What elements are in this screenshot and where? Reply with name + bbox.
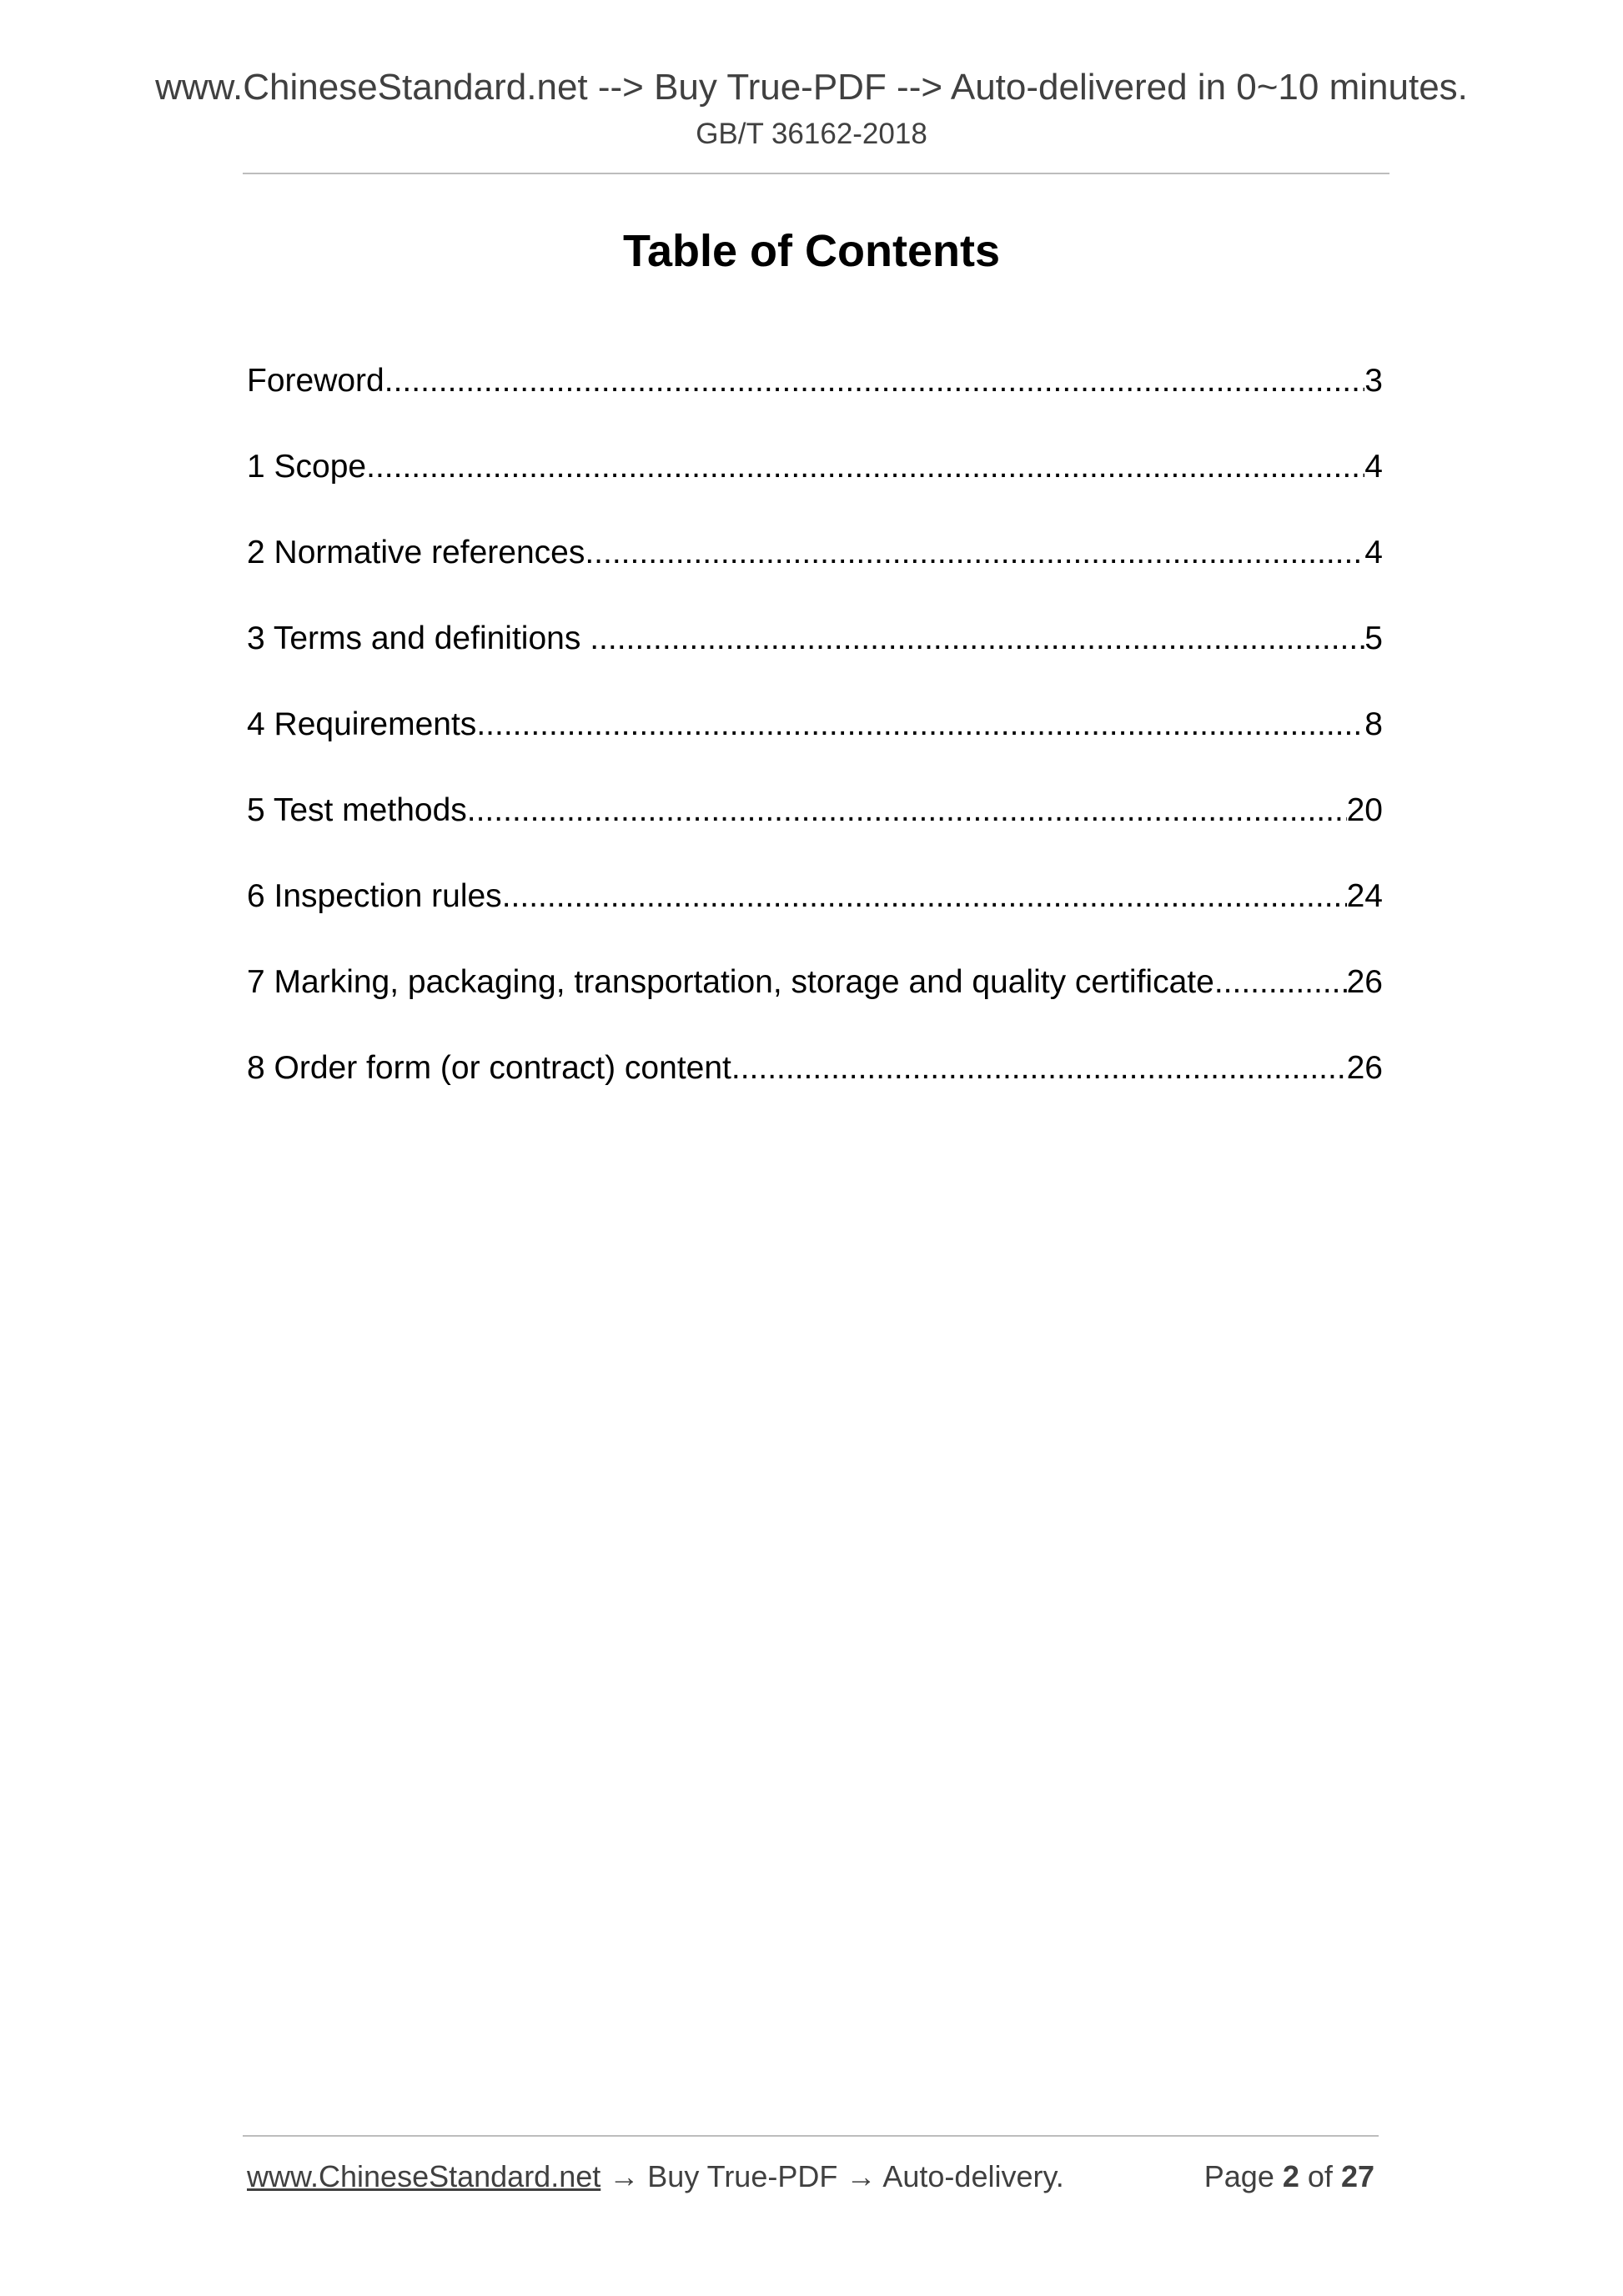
page-word: Page xyxy=(1203,2159,1274,2193)
toc-entry-requirements[interactable] xyxy=(247,701,1383,786)
toc-entry-label: 5 Test methods xyxy=(247,792,467,828)
toc-entry-label: 6 Inspection rules xyxy=(247,878,502,914)
toc-dot-leader xyxy=(585,529,1364,577)
arrow-right-icon: → xyxy=(846,2159,877,2193)
toc-entry-scope[interactable] xyxy=(247,443,1383,529)
toc-entry-page: 20 xyxy=(1346,792,1383,828)
of-word: of xyxy=(1307,2159,1333,2193)
toc-entry-page: 24 xyxy=(1346,878,1383,914)
toc-entry-inspection-rules[interactable] xyxy=(247,872,1383,958)
toc-entry-normative-references[interactable] xyxy=(247,529,1383,615)
page-number xyxy=(1204,2156,1374,2198)
toc-entry-label: 4 Requirements xyxy=(247,706,477,742)
page-total: 27 xyxy=(1340,2159,1374,2193)
toc-entry-page: 26 xyxy=(1346,1050,1383,1086)
toc-entry-marking-packaging[interactable] xyxy=(247,958,1383,1044)
footer-delivery-text: Auto-delivery. xyxy=(882,2159,1064,2193)
toc-dot-leader xyxy=(366,443,1364,491)
toc-dot-leader xyxy=(1214,958,1347,1007)
toc-entry-label: 2 Normative references xyxy=(247,535,585,570)
toc-entry-page: 8 xyxy=(1364,706,1383,742)
toc-entry-label: Foreword xyxy=(247,363,384,399)
footer-site-link[interactable]: www.ChineseStandard.net xyxy=(247,2159,601,2193)
toc-dot-leader xyxy=(476,701,1364,749)
footer-promo xyxy=(247,2156,1064,2198)
toc-entry-page: 26 xyxy=(1346,964,1383,1000)
toc-entry-order-form[interactable] xyxy=(247,1044,1383,1130)
toc-entry-page: 4 xyxy=(1364,535,1383,570)
toc-list xyxy=(247,357,1383,1130)
header-banner: www.ChineseStandard.net --> Buy True-PDF --> Auto-delivered in 0~10 minutes. xyxy=(155,67,1468,108)
toc-dot-leader xyxy=(590,615,1364,663)
arrow-right-icon: → xyxy=(609,2159,640,2193)
toc-entry-label: 3 Terms and definitions xyxy=(247,620,590,656)
footer-buy-text: Buy True-PDF xyxy=(647,2159,838,2193)
toc-dot-leader xyxy=(467,786,1347,835)
toc-entry-terms-and-definitions[interactable] xyxy=(247,615,1383,701)
toc-entry-test-methods[interactable] xyxy=(247,786,1383,872)
toc-dot-leader xyxy=(731,1044,1347,1093)
standard-code: GB/T 36162-2018 xyxy=(696,118,927,150)
toc-entry-label: 7 Marking, packaging, transportation, storage and quality certificate xyxy=(247,964,1214,1000)
toc-entry-label: 8 Order form (or contract) content xyxy=(247,1050,731,1086)
toc-dot-leader xyxy=(502,872,1347,921)
page-current: 2 xyxy=(1282,2159,1299,2193)
toc-entry-label: 1 Scope xyxy=(247,449,367,485)
page-footer xyxy=(247,2156,1383,2198)
toc-entry-page: 3 xyxy=(1364,363,1383,399)
toc-entry-page: 4 xyxy=(1364,449,1383,485)
header-divider xyxy=(243,173,1389,174)
page-title: Table of Contents xyxy=(623,226,1000,276)
toc-entry-foreword[interactable] xyxy=(247,357,1383,443)
footer-divider xyxy=(243,2135,1379,2137)
toc-dot-leader xyxy=(384,357,1365,405)
toc-entry-page: 5 xyxy=(1364,620,1383,656)
